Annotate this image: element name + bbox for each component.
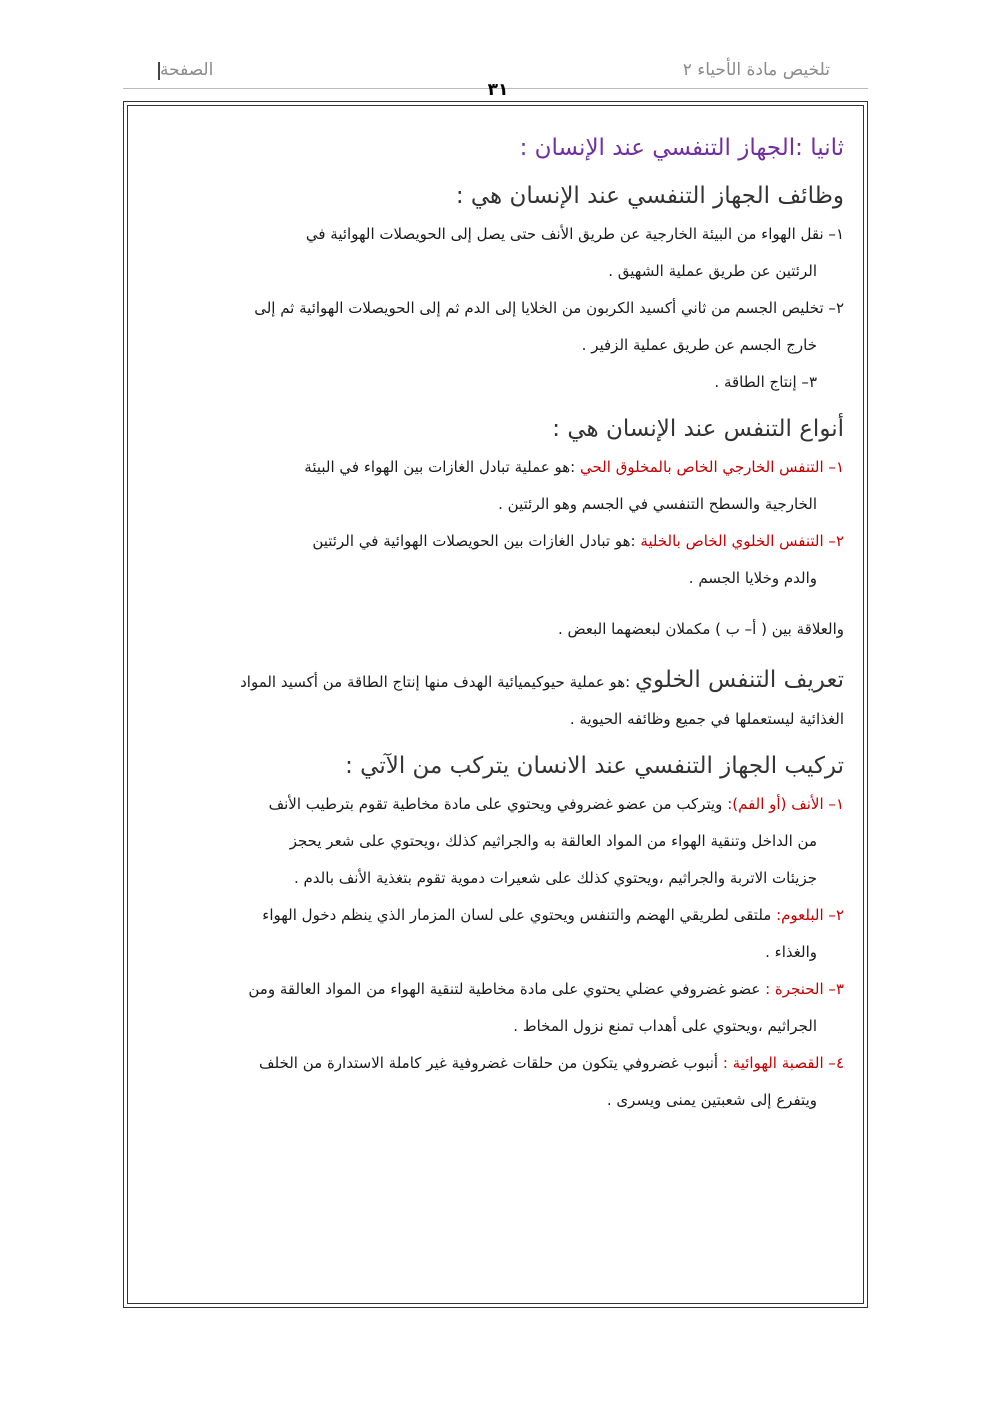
- function-item-1-line1: ١– نقل الهواء من البيئة الخارجية عن طريق الأنف حتى يصل إلى الحويصلات الهوائية في: [305, 225, 844, 243]
- functions-list: [148, 216, 844, 401]
- type-item-1-prefix: ١–: [823, 458, 844, 476]
- types-relation: والعلاقة بين ( أ– ب ) مكملان لبعضهما البعض .: [557, 620, 844, 638]
- structure-item-3-prefix: ٣–: [823, 980, 844, 998]
- functions-title: وظائف الجهاز التنفسي عند الإنسان هي :: [455, 183, 844, 209]
- page-number: ٣١: [487, 80, 509, 100]
- structure-item-2: [148, 897, 844, 934]
- type-item-2-term: التنفس الخلوي الخاص بالخلية: [640, 532, 824, 550]
- definition-text: :هو عملية حيوكيميائية الهدف منها إنتاج الطاقة من أكسيد المواد: [240, 673, 635, 691]
- structure-item-1-line3: جزيئات الاتربة والجراثيم ،ويحتوي كذلك على شعيرات دموية تقوم بتغذية الأنف بالدم .: [293, 869, 817, 887]
- function-item-3: ٣– إنتاج الطاقة .: [714, 373, 817, 391]
- structure-item-4-prefix: ٤–: [823, 1054, 844, 1072]
- type-item-1: [148, 449, 844, 486]
- page-content: [148, 120, 844, 1119]
- structure-item-1: [148, 786, 844, 823]
- types-list: [148, 449, 844, 597]
- structure-item-3-term: الحنجرة :: [765, 980, 824, 998]
- definition-title: تعريف التنفس الخلوي: [635, 667, 844, 693]
- structure-list: [148, 786, 844, 1119]
- header-title: تلخيص مادة الأحياء ٢: [682, 60, 830, 80]
- structure-item-4-term: القصبة الهوائية :: [722, 1054, 824, 1072]
- type-item-2-line2: والدم وخلايا الجسم .: [688, 569, 817, 587]
- structure-item-2-text: ملتقى لطريقي الهضم والتنفس ويحتوي على لسان المزمار الذي ينظم دخول الهواء: [262, 906, 777, 924]
- type-item-1-line2: الخارجية والسطح التنفسي في الجسم وهو الرئتين .: [498, 495, 817, 513]
- structure-item-2-prefix: ٢–: [823, 906, 844, 924]
- structure-item-4: [148, 1045, 844, 1082]
- structure-item-3-text: عضو غضروفي عضلي يحتوي على مادة مخاطية لتنقية الهواء من المواد العالقة ومن: [248, 980, 766, 998]
- structure-item-1-prefix: ١–: [823, 795, 844, 813]
- header-page-label: الصفحة: [160, 60, 214, 80]
- type-item-2-text: :هو تبادل الغازات بين الحويصلات الهوائية في الرئتين: [312, 532, 641, 550]
- function-item-1-line2: الرئتين عن طريق عملية الشهيق .: [608, 262, 817, 280]
- structure-item-1-text: ويتركب من عضو غضروفي ويحتوي على مادة مخاطية تقوم بترطيب الأنف: [268, 795, 728, 813]
- structure-title: تركيب الجهاز التنفسي عند الانسان يتركب من الآتي :: [345, 753, 844, 779]
- type-item-1-text: :هو عملية تبادل الغازات بين الهواء في البيئة: [304, 458, 580, 476]
- structure-item-4-text: أنبوب غضروفي يتكون من حلقات غضروفية غير كاملة الاستدارة من الخلف: [259, 1054, 723, 1072]
- function-item-2-line1: ٢– تخليص الجسم من ثاني أكسيد الكربون من الخلايا إلى الدم ثم إلى الحويصلات الهوائية ثم إلى: [254, 299, 844, 317]
- structure-item-3: [148, 971, 844, 1008]
- structure-item-1-line2: من الداخل وتنقية الهواء من المواد العالقة به والجراثيم كذلك ،ويحتوي على شعر يحجز: [289, 832, 817, 850]
- type-item-1-term: التنفس الخارجي الخاص بالمخلوق الحي: [580, 458, 824, 476]
- types-title: أنواع التنفس عند الإنسان هي :: [552, 416, 844, 442]
- structure-item-2-term: البلعوم:: [776, 906, 824, 924]
- type-item-2-prefix: ٢–: [823, 532, 844, 550]
- function-item-2-line2: خارج الجسم عن طريق عملية الزفير .: [581, 336, 817, 354]
- definition-paragraph: [148, 662, 844, 701]
- structure-item-4-line2: ويتفرع إلى شعبتين يمنى ويسرى .: [606, 1091, 817, 1109]
- type-item-2: [148, 523, 844, 560]
- structure-item-2-line2: والغذاء .: [765, 943, 817, 961]
- definition-line2: الغذائية ليستعملها في جميع وظائفه الحيوية .: [569, 710, 844, 728]
- structure-item-1-term: الأنف (أو الفم):: [727, 795, 824, 813]
- section-title: ثانيا :الجهاز التنفسي عند الإنسان :: [519, 135, 844, 161]
- structure-item-3-line2: الجراثيم ،ويحتوي على أهداب تمنع نزول المخاط .: [513, 1017, 817, 1035]
